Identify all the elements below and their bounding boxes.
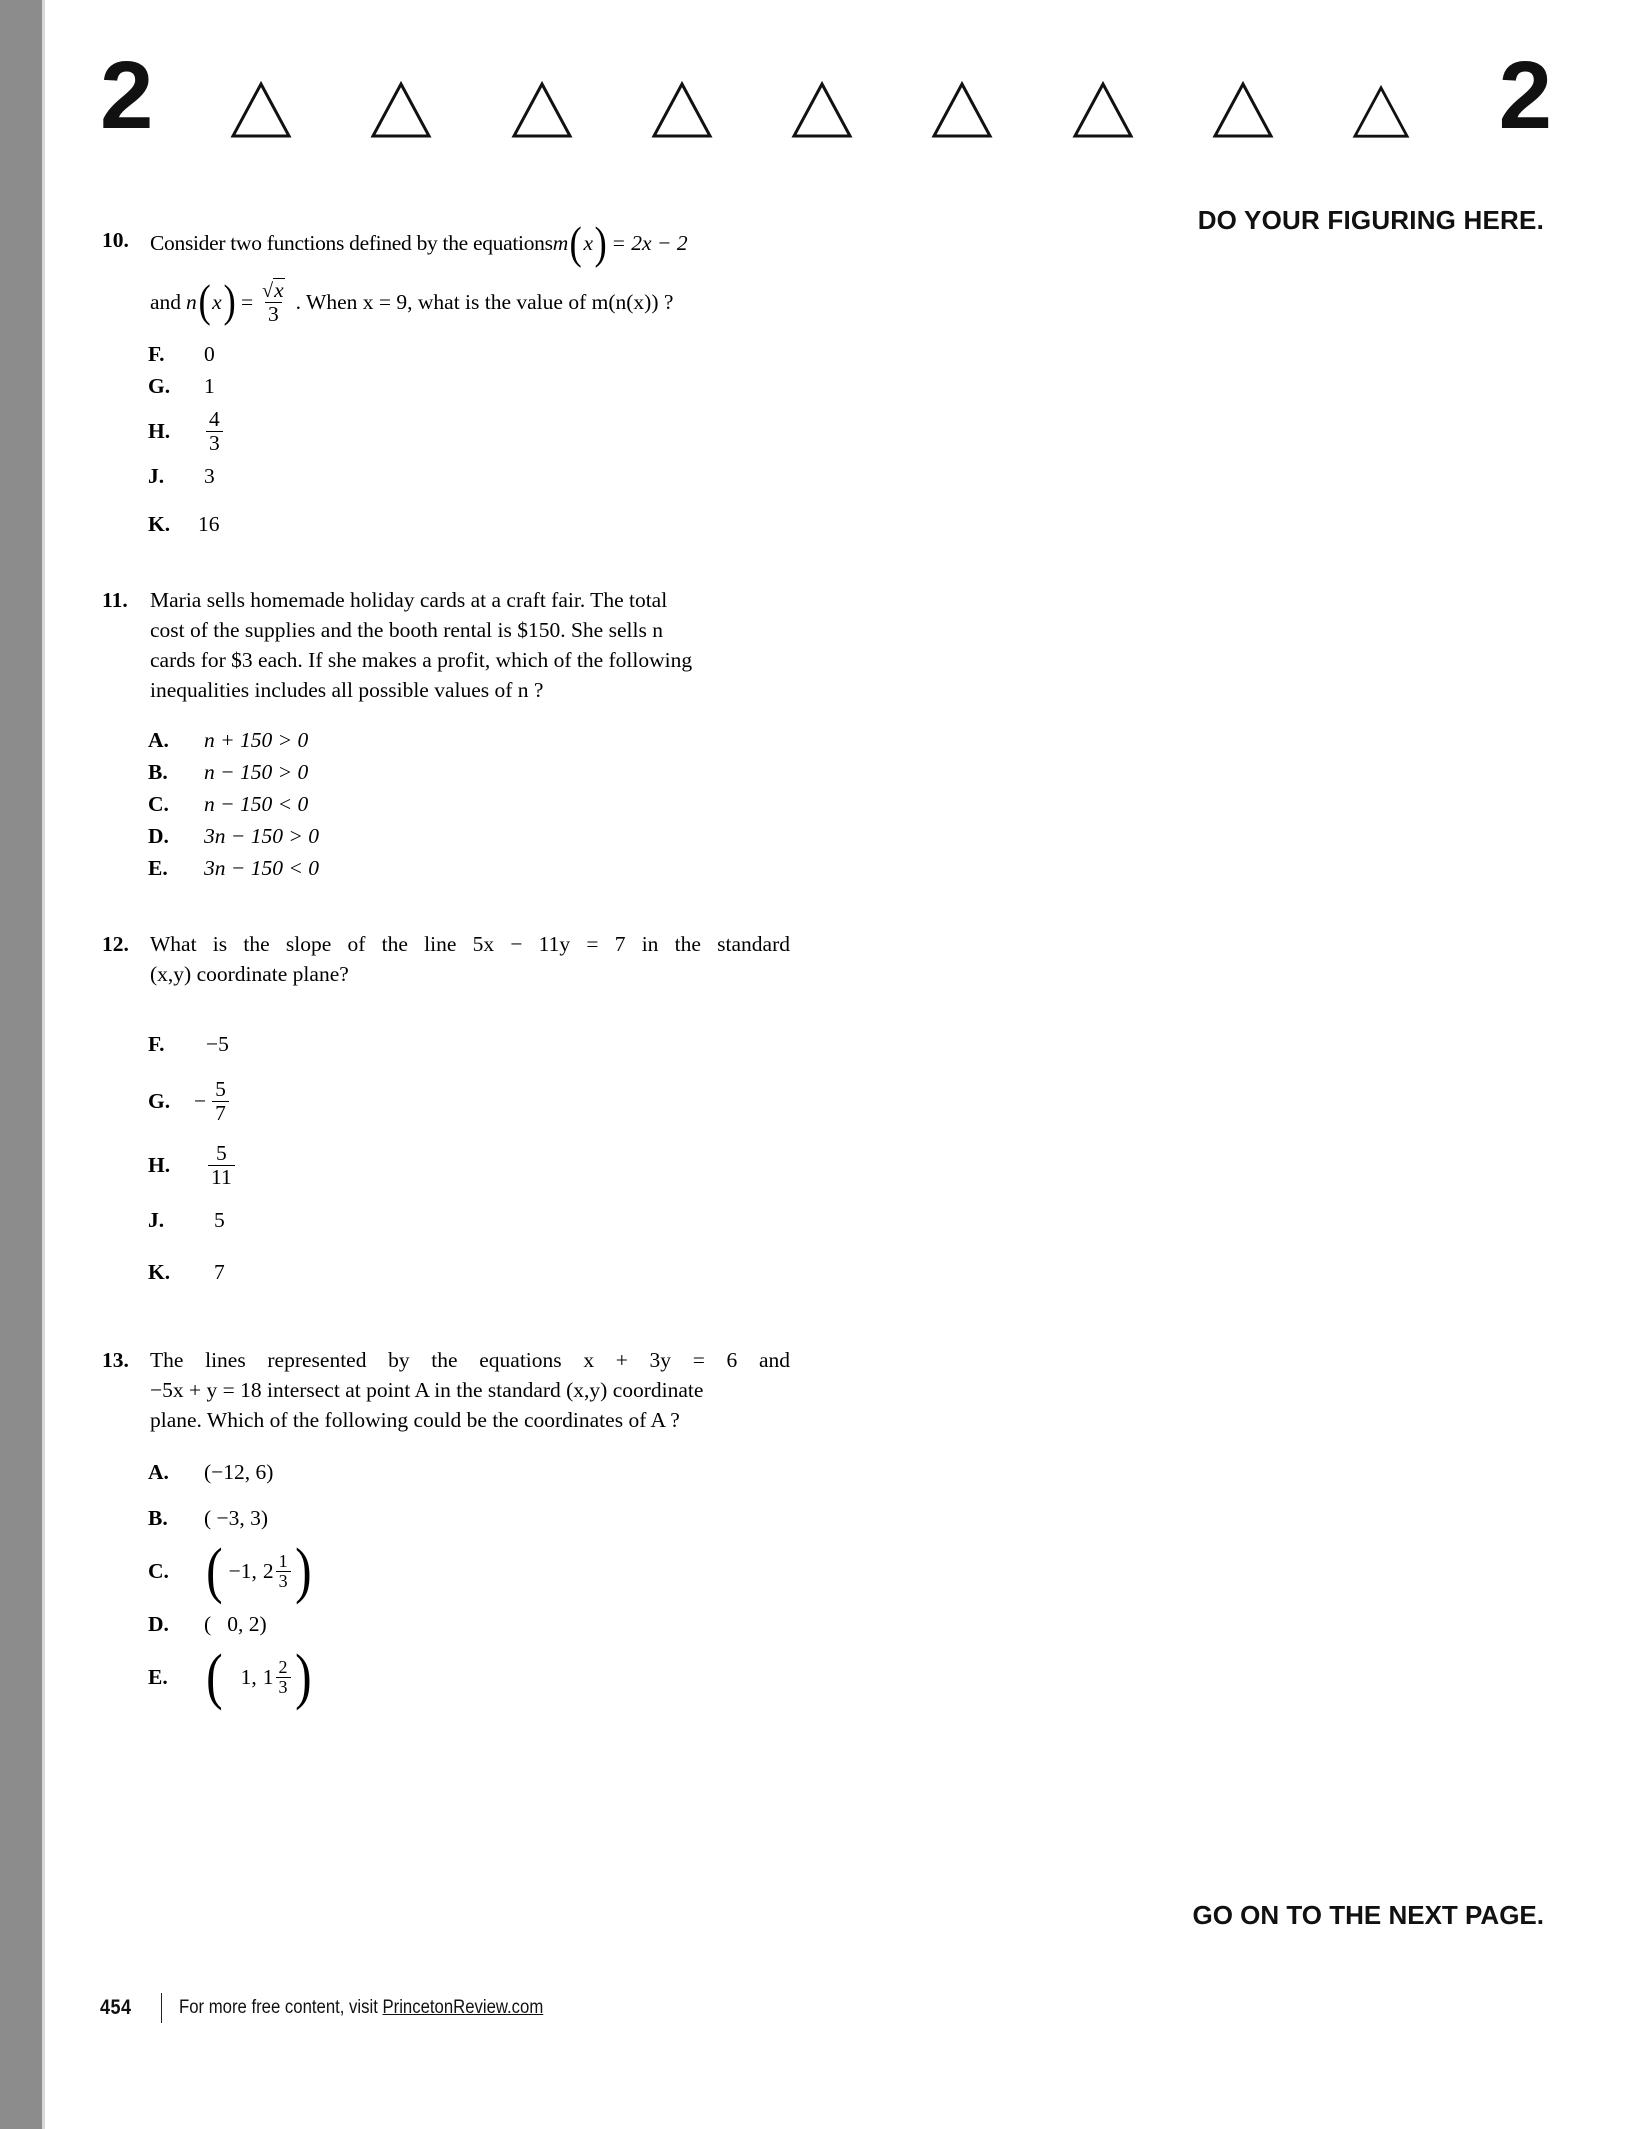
triangle-icon <box>370 81 432 139</box>
question-11-number: 11. <box>102 588 128 613</box>
choice-value: 16 <box>198 512 220 537</box>
paren-open-icon: ( <box>206 1536 223 1605</box>
choice-value: ( 0, 2) <box>204 1612 267 1637</box>
coordinate-y-whole: 1 <box>262 1665 274 1690</box>
question-11-line3: cards for $3 each. If she makes a profit, which of the following <box>150 648 693 673</box>
paren-close-icon: ) <box>223 275 236 327</box>
choice-c[interactable] <box>148 789 790 819</box>
triangle-icon <box>1072 81 1134 139</box>
question-13-line1: The lines represented by the equations x + 3y = 6 and <box>150 1348 790 1373</box>
triangle-icon <box>230 81 292 139</box>
choice-letter: G. <box>148 374 171 399</box>
choice-e[interactable] <box>148 1642 790 1711</box>
frac-numerator: 2 <box>278 1656 288 1677</box>
choice-value: n − 150 < 0 <box>204 792 309 817</box>
question-10-text-part1: Consider two functions defined by the equations <box>150 231 553 256</box>
frac-denominator: 3 <box>276 1677 291 1697</box>
choice-g[interactable] <box>148 1073 790 1129</box>
choice-value <box>192 1078 231 1124</box>
paren-close-icon: ) <box>294 1536 312 1605</box>
choice-letter: B. <box>148 760 168 785</box>
question-12-number: 12. <box>102 932 129 957</box>
choice-k[interactable] <box>148 509 790 539</box>
triangle-icon <box>1212 81 1274 139</box>
choice-a[interactable] <box>148 1457 790 1487</box>
question-13-number: 13. <box>102 1348 129 1373</box>
question-11-line4: inequalities includes all possible values of n ? <box>150 678 544 703</box>
choice-b[interactable] <box>148 1503 790 1533</box>
choice-a[interactable] <box>148 725 790 755</box>
choice-letter: E. <box>148 856 168 881</box>
choice-value: −5 <box>206 1032 229 1057</box>
go-on-next-page-label: GO ON TO THE NEXT PAGE. <box>1192 1900 1544 1930</box>
choice-fraction <box>212 1078 229 1124</box>
choice-fraction <box>208 1142 235 1188</box>
choice-value: 0 <box>204 342 215 367</box>
paren-close-icon: ) <box>294 1642 312 1711</box>
triangle-icon <box>791 81 853 139</box>
question-11 <box>100 585 790 883</box>
paren-open-icon: ( <box>198 275 211 327</box>
choice-value: 3n − 150 < 0 <box>204 856 320 881</box>
choice-value: 1 <box>204 374 215 399</box>
choice-e[interactable] <box>148 853 790 883</box>
choice-k[interactable] <box>148 1257 790 1287</box>
choice-letter: E. <box>148 1665 168 1690</box>
choice-value: n + 150 > 0 <box>204 728 309 753</box>
choice-f[interactable] <box>148 339 790 369</box>
footer-credit-text: For more free content, visit <box>179 1997 383 2018</box>
frac-numerator: 5 <box>215 1077 226 1102</box>
question-13-line2: −5x + y = 18 intersect at point A in the standard (x,y) coordinate <box>150 1378 704 1403</box>
choice-value <box>192 1642 313 1711</box>
choice-h[interactable] <box>148 403 790 459</box>
choice-value: 5 <box>214 1208 225 1233</box>
do-your-figuring-label: DO YOUR FIGURING HERE. <box>1197 205 1544 235</box>
choice-value: 3n − 150 > 0 <box>204 824 320 849</box>
question-10-fn-m-eq: = 2x − 2 <box>611 231 688 256</box>
question-10 <box>100 217 790 539</box>
frac-denominator: 3 <box>206 431 223 455</box>
choice-letter: K. <box>148 1260 171 1285</box>
question-10-fn-m: m <box>552 231 569 256</box>
question-10-text-part2: . When x = 9, what is the value of m(n(x)) ? <box>295 289 674 314</box>
page-footer <box>100 1993 593 2023</box>
question-10-number: 10. <box>102 228 129 252</box>
choice-value: ( −3, 3) <box>204 1506 269 1531</box>
choice-f[interactable] <box>148 1029 790 1059</box>
question-10-frac-numerator <box>259 278 288 302</box>
question-12-choices <box>148 1029 790 1287</box>
page-binding-strip <box>0 0 42 2129</box>
choice-letter: J. <box>148 464 165 489</box>
choice-d[interactable] <box>148 1609 790 1639</box>
choice-value: (−12, 6) <box>204 1460 274 1485</box>
choice-letter: A. <box>148 728 169 753</box>
choice-value: 3 <box>204 464 215 489</box>
question-10-fn-n: n <box>186 289 197 314</box>
choice-letter: F. <box>148 1032 165 1057</box>
choice-j[interactable] <box>148 1205 790 1235</box>
choice-letter: F. <box>148 342 165 367</box>
question-10-text-and: and <box>150 289 182 314</box>
frac-numerator: 5 <box>215 1141 227 1166</box>
choice-h[interactable] <box>148 1137 790 1193</box>
choice-value <box>192 408 225 454</box>
question-10-frac-denominator: 3 <box>265 302 282 326</box>
frac-numerator: 4 <box>209 407 220 432</box>
section-number-right: 2 <box>1498 42 1550 149</box>
choice-value: 7 <box>214 1260 225 1285</box>
section-number-left: 2 <box>100 42 152 149</box>
choice-g[interactable] <box>148 371 790 401</box>
choice-letter: A. <box>148 1460 169 1485</box>
triangle-divider-row <box>230 77 1410 139</box>
coordinate-y-fraction <box>276 1552 291 1591</box>
question-10-radicand: x <box>274 277 284 302</box>
choice-letter: C. <box>148 1559 169 1584</box>
question-10-fn-n-eq: = <box>241 289 254 314</box>
question-11-line1: Maria sells homemade holiday cards at a craft fair. The total <box>150 588 668 613</box>
coordinate-x: 1, <box>240 1665 257 1690</box>
coordinate-x: −1, <box>228 1559 257 1584</box>
footer-credit <box>179 1997 543 2019</box>
triangle-icon <box>651 81 713 139</box>
paren-open-icon: ( <box>569 217 583 268</box>
question-13 <box>100 1345 790 1711</box>
question-12 <box>100 929 790 1287</box>
choice-b[interactable] <box>148 757 790 787</box>
question-12-line2: (x,y) coordinate plane? <box>150 962 349 987</box>
question-13-choices <box>148 1457 790 1711</box>
frac-numerator: 1 <box>278 1550 288 1571</box>
choice-value <box>192 1142 237 1188</box>
choice-letter: D. <box>148 824 169 849</box>
choice-letter: C. <box>148 792 169 817</box>
frac-denominator: 3 <box>276 1571 291 1591</box>
negative-sign: − <box>194 1089 207 1114</box>
paren-open-icon: ( <box>206 1642 223 1711</box>
coordinate-y-whole: 2 <box>262 1559 274 1584</box>
frac-denominator: 11 <box>208 1165 235 1189</box>
choice-value <box>192 1536 313 1605</box>
princeton-review-link[interactable]: PrincetonReview.com <box>382 1997 544 2018</box>
question-column <box>100 217 790 1711</box>
footer-divider <box>161 1993 163 2023</box>
choice-letter: B. <box>148 1506 168 1531</box>
question-11-line2: cost of the supplies and the booth rental is $150. She sells n <box>150 618 663 643</box>
choice-letter: H. <box>148 1153 171 1178</box>
frac-denominator: 7 <box>212 1101 229 1125</box>
question-10-fn-m-arg: x <box>583 231 594 256</box>
choice-c[interactable] <box>148 1536 790 1605</box>
page-number: 454 <box>100 1996 132 2019</box>
triangle-icon <box>511 81 573 139</box>
choice-letter: J. <box>148 1208 165 1233</box>
choice-d[interactable] <box>148 821 790 851</box>
page-header <box>100 42 1550 160</box>
triangle-icon <box>931 81 993 139</box>
choice-value: n − 150 > 0 <box>204 760 309 785</box>
radical-icon: √ <box>262 279 274 302</box>
triangle-icon <box>1352 85 1410 139</box>
choice-fraction <box>206 408 223 454</box>
page-binding-edge <box>42 0 45 2129</box>
question-10-fraction <box>259 278 288 326</box>
paren-close-icon: ) <box>594 217 607 268</box>
choice-letter: K. <box>148 512 171 537</box>
choice-letter: G. <box>148 1089 171 1114</box>
coordinate-y-fraction <box>276 1658 291 1697</box>
choice-letter: H. <box>148 419 171 444</box>
question-13-line3: plane. Which of the following could be the coordinates of A ? <box>150 1408 680 1433</box>
question-10-choices <box>148 339 790 539</box>
choice-letter: D. <box>148 1612 169 1637</box>
question-11-choices <box>148 725 790 883</box>
choice-j[interactable] <box>148 461 790 491</box>
question-12-line1: What is the slope of the line 5x − 11y = 7 in the standard <box>150 932 790 957</box>
question-10-fn-n-arg: x <box>212 289 222 314</box>
